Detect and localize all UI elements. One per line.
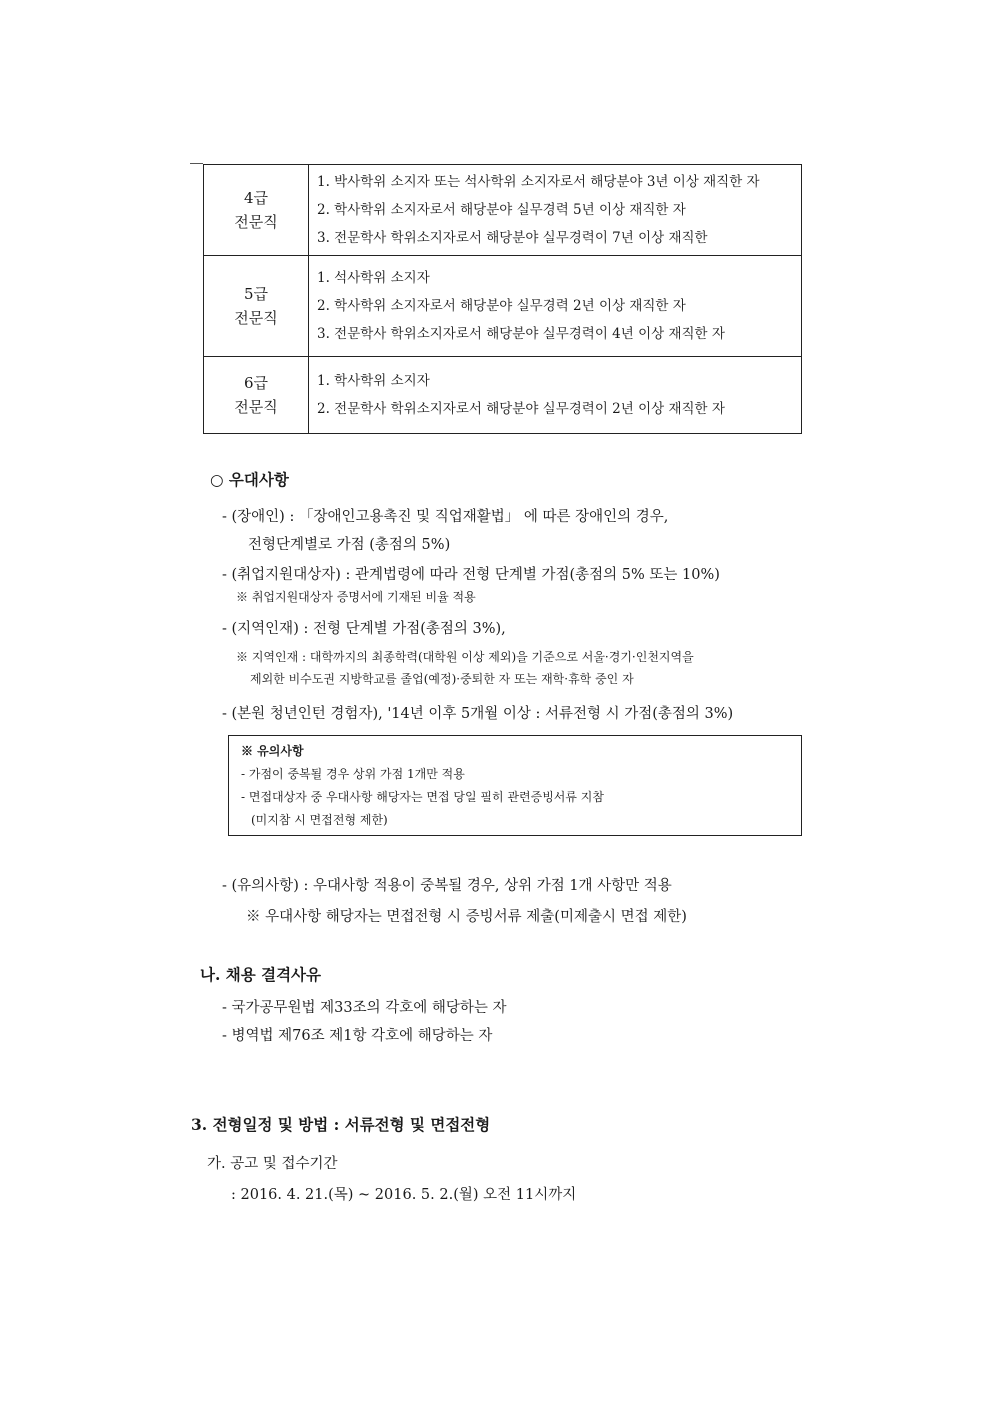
preference-disabled-line-2: 전형단계별로 가점 (총점의 5%) xyxy=(248,537,451,553)
preference-regional-line: - (지역인재) : 전형 단계별 가점(총점의 3%), xyxy=(222,621,506,637)
preference-employment-note: ※ 취업지원대상자 증명서에 기재된 비율 적용 xyxy=(236,590,476,604)
preference-regional-note-1: ※ 지역인재 : 대학까지의 최종학력(대학원 이상 제외)을 기준으로 서울·경기·인천지역을 xyxy=(236,650,694,664)
table-row-grade-4 xyxy=(204,165,801,255)
requirement-line: 2. 학사학위 소지자로서 해당분야 실무경력 5년 이상 재직한 자 xyxy=(317,202,686,218)
preference-employment-line: - (취업지원대상자) : 관계법령에 따라 전형 단계별 가점(총점의 5% 또는 10%) xyxy=(222,567,720,583)
table-top-rule xyxy=(190,163,203,164)
requirements-cell xyxy=(309,165,801,255)
job-label: 전문직 xyxy=(234,398,278,416)
preference-disabled-line-1: - (장애인) : 「장애인고용촉진 및 직업재활법」 에 따른 장애인의 경우, xyxy=(222,509,669,525)
table-row-grade-6 xyxy=(204,356,801,433)
grade-label: 5급 xyxy=(243,285,269,303)
disqualification-heading: 나. 채용 결격사유 xyxy=(200,965,322,984)
requirement-line: 3. 전문학사 학위소지자로서 해당분야 실무경력이 7년 이상 재직한 xyxy=(317,230,708,246)
grade-cell xyxy=(204,357,309,433)
job-label: 전문직 xyxy=(234,309,278,327)
preference-intern-line: - (본원 청년인턴 경험자), '14년 이후 5개월 이상 : 서류전형 시 가점(총점의 3%) xyxy=(222,706,734,722)
requirement-line: 3. 전문학사 학위소지자로서 해당분야 실무경력이 4년 이상 재직한 자 xyxy=(317,326,725,342)
caution-line-2: ※ 우대사항 해당자는 면접전형 시 증빙서류 제출(미제출시 면접 제한) xyxy=(246,909,687,925)
grade-cell xyxy=(204,256,309,356)
grade-requirements-table xyxy=(203,164,802,434)
grade-cell xyxy=(204,165,309,255)
preference-regional-note-2: 제외한 비수도권 지방학교를 졸업(예정)·중퇴한 자 또는 재학·휴학 중인 자 xyxy=(250,672,634,686)
requirement-line: 1. 박사학위 소지자 또는 석사학위 소지자로서 해당분야 3년 이상 재직한 자 xyxy=(317,174,760,190)
notice-line: - 가점이 중복될 경우 상위 가점 1개만 적용 xyxy=(241,767,465,781)
disqualification-item-2: - 병역법 제76조 제1항 각호에 해당하는 자 xyxy=(222,1028,493,1044)
notice-line: - 면접대상자 중 우대사항 해당자는 면접 당일 필히 관련증빙서류 지참 xyxy=(241,790,604,804)
notice-box xyxy=(228,735,802,836)
disqualification-item-1: - 국가공무원법 제33조의 각호에 해당하는 자 xyxy=(222,1000,507,1016)
notice-line: (미지참 시 면접전형 제한) xyxy=(251,813,388,827)
requirement-line: 2. 전문학사 학위소지자로서 해당분야 실무경력이 2년 이상 재직한 자 xyxy=(317,401,725,417)
requirement-line: 2. 학사학위 소지자로서 해당분야 실무경력 2년 이상 재직한 자 xyxy=(317,298,686,314)
schedule-heading: 3. 전형일정 및 방법 : 서류전형 및 면접전형 xyxy=(191,1115,491,1134)
notice-title: ※ 유의사항 xyxy=(241,744,304,758)
requirements-cell xyxy=(309,256,801,356)
job-label: 전문직 xyxy=(234,213,278,231)
table-row-grade-5 xyxy=(204,255,801,356)
grade-label: 6급 xyxy=(243,374,269,392)
schedule-sub-heading: 가. 공고 및 접수기간 xyxy=(207,1156,338,1172)
requirement-line: 1. 석사학위 소지자 xyxy=(317,270,430,286)
requirement-line: 1. 학사학위 소지자 xyxy=(317,373,430,389)
schedule-period: : 2016. 4. 21.(목) ~ 2016. 5. 2.(월) 오전 11시까지 xyxy=(231,1187,577,1203)
requirements-cell xyxy=(309,357,801,433)
preference-heading: ○ 우대사항 xyxy=(210,470,289,489)
grade-label: 4급 xyxy=(243,189,269,207)
caution-line-1: - (유의사항) : 우대사항 적용이 중복될 경우, 상위 가점 1개 사항만 적용 xyxy=(222,878,672,894)
